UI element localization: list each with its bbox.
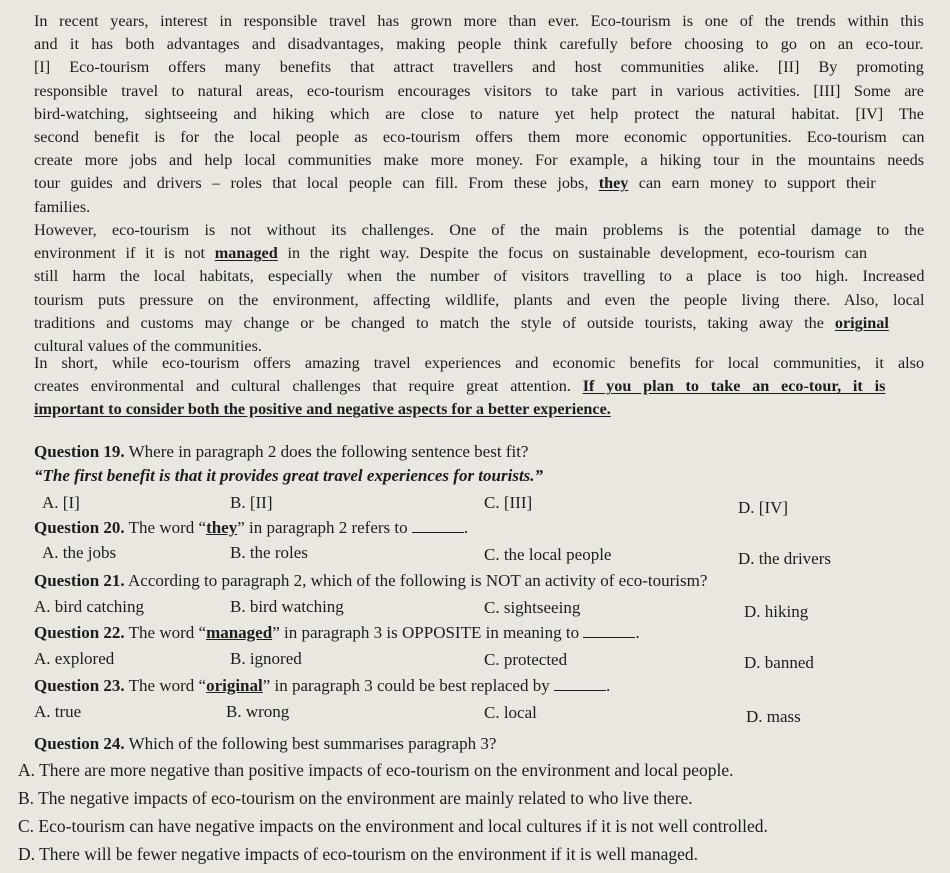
- q23-option-d[interactable]: D. mass: [746, 707, 801, 726]
- passage-line: create more jobs and help local communities make more money. For example, a hiking tour in the mountains needs: [34, 151, 925, 170]
- question-22: [34, 622, 934, 644]
- q22-option-c[interactable]: C. protected: [484, 650, 568, 669]
- passage-text: in the right way. Despite the focus on sustainable development, eco-tourism can: [287, 244, 868, 263]
- passage-line: bird-watching, sightseeing and hiking which are close to nature yet help protect the natural habitat. [IV] The: [34, 104, 924, 123]
- passage-line: However, eco-tourism is not without its challenges. One of the main problems is the potential damage to the: [34, 221, 925, 239]
- q21-option-c[interactable]: C. sightseeing: [484, 598, 581, 617]
- passage-bold-sentence: If you plan to take an eco-tour, it is: [582, 377, 886, 396]
- question-label: Question 19.: [34, 442, 125, 461]
- passage-line: [I] Eco-tourism offers many benefits that attract travellers and host communities alike. [II] By promoting: [34, 58, 924, 77]
- question-label: Question 22.: [34, 623, 125, 642]
- question-20: [34, 517, 934, 539]
- passage-text: can earn money to support their: [638, 174, 876, 193]
- question-text: ” in paragraph 3 could be best replaced by: [262, 676, 550, 695]
- passage-text: environment if it is not: [34, 244, 206, 263]
- question-text: The word “: [128, 623, 207, 642]
- q20-option-b[interactable]: B. the roles: [230, 543, 308, 562]
- question-text: The word “: [128, 676, 207, 695]
- passage-paragraph-1: [34, 10, 924, 219]
- q21-option-d[interactable]: D. hiking: [744, 602, 809, 621]
- passage-line: still harm the local habitats, especially when the number of visitors travelling to a place is too high. Increased: [34, 267, 925, 286]
- passage-text: tour guides and drivers – roles that local people can fill. From these jobs,: [34, 174, 589, 193]
- passage-paragraph-3: [34, 352, 924, 422]
- question-end: .: [635, 623, 640, 642]
- answer-blank[interactable]: [583, 623, 635, 638]
- question-end: .: [605, 676, 611, 695]
- q24-option-c[interactable]: C. Eco-tourism can have negative impacts on the environment and local cultures if it is not well controlled.: [18, 816, 768, 836]
- q19-option-d[interactable]: D. [IV]: [738, 498, 789, 517]
- question-label: Question 20.: [34, 518, 125, 537]
- question-label: Question 24.: [34, 734, 125, 753]
- q19-option-a[interactable]: A. [I]: [42, 493, 80, 512]
- keyword-original: original: [206, 676, 263, 695]
- passage-line: [34, 375, 924, 398]
- q24-option-d[interactable]: D. There will be fewer negative impacts of eco-tourism on the environment if it is well managed.: [18, 844, 699, 864]
- question-text: Which of the following best summarises paragraph 3?: [128, 734, 497, 753]
- passage-line: [34, 312, 924, 335]
- keyword-they: they: [598, 174, 629, 193]
- q21-option-a[interactable]: A. bird catching: [34, 597, 144, 616]
- q23-option-a[interactable]: A. true: [34, 702, 82, 721]
- passage-line: tourism puts pressure on the environment, affecting wildlife, plants and even the people living there. Also, local: [34, 290, 925, 309]
- passage-line: families.: [34, 197, 91, 216]
- question-23: [34, 675, 934, 697]
- q22-option-d[interactable]: D. banned: [744, 653, 814, 672]
- q24-option-a[interactable]: A. There are more negative than positive impacts of eco-tourism on the environment and local people.: [18, 760, 734, 780]
- q20-option-c[interactable]: C. the local people: [484, 545, 612, 564]
- passage-line: In short, while eco-tourism offers amazing travel experiences and economic benefits for local communities, it also: [34, 354, 925, 372]
- question-label: Question 21.: [34, 571, 125, 590]
- passage-text: traditions and customs may change or be changed to match the style of outside tourists, taking away the: [34, 313, 824, 332]
- passage-bold-sentence: important to consider both the positive and negative aspects for a better experience.: [34, 400, 611, 419]
- answer-blank[interactable]: [412, 518, 464, 533]
- q19-option-b[interactable]: B. [II]: [230, 493, 273, 512]
- q22-option-a[interactable]: A. explored: [34, 649, 115, 668]
- question-text: ” in paragraph 2 refers to: [237, 518, 408, 537]
- passage-line: and it has both advantages and disadvantages, making people think carefully before choosing to go on an eco-tour.: [34, 35, 924, 54]
- q20-option-d[interactable]: D. the drivers: [738, 549, 832, 568]
- q21-option-b[interactable]: B. bird watching: [230, 597, 344, 616]
- passage-line: [34, 398, 924, 421]
- quoted-sentence: “The first benefit is that it provides great travel experiences for tourists.”: [34, 466, 544, 485]
- question-label: Question 23.: [34, 676, 125, 695]
- question-text: According to paragraph 2, which of the following is NOT an activity of eco-tourism?: [128, 571, 708, 590]
- passage-line: responsible travel to natural areas, eco-tourism encourages visitors to take part in various activities. [III] Some are: [34, 81, 924, 100]
- answer-blank[interactable]: [554, 676, 606, 691]
- keyword-they: they: [206, 518, 238, 537]
- passage-line: [34, 172, 924, 195]
- q19-option-c[interactable]: C. [III]: [484, 493, 533, 512]
- q24-option-b[interactable]: B. The negative impacts of eco-tourism on the environment are mainly related to who live there.: [18, 788, 693, 808]
- passage-line: [34, 242, 924, 265]
- q22-option-b[interactable]: B. ignored: [230, 649, 302, 668]
- q23-option-c[interactable]: C. local: [484, 703, 537, 722]
- passage-line: In recent years, interest in responsible travel has grown more than ever. Eco-tourism is one of the trends within this: [34, 12, 924, 30]
- question-text: Where in paragraph 2 does the following sentence best fit?: [128, 442, 529, 461]
- passage-line: cultural values of the communities.: [34, 337, 262, 356]
- passage-line: second benefit is for the local people as eco-tourism offers them more economic opportunities. Eco-tourism can: [34, 128, 925, 147]
- question-text: The word “: [128, 518, 207, 537]
- q20-option-a[interactable]: A. the jobs: [42, 543, 117, 562]
- question-21: [34, 570, 934, 592]
- question-end: .: [463, 518, 469, 537]
- question-19: [34, 441, 934, 463]
- keyword-original: original: [834, 313, 889, 332]
- keyword-managed: managed: [206, 623, 273, 642]
- passage-text: creates environmental and cultural challenges that require great attention.: [34, 377, 571, 396]
- question-19-quote: [34, 465, 934, 487]
- q23-option-b[interactable]: B. wrong: [226, 702, 290, 721]
- question-24: [34, 733, 934, 755]
- keyword-managed: managed: [214, 244, 278, 263]
- passage-paragraph-2: [34, 219, 924, 358]
- question-text: ” in paragraph 3 is OPPOSITE in meaning to: [272, 623, 580, 642]
